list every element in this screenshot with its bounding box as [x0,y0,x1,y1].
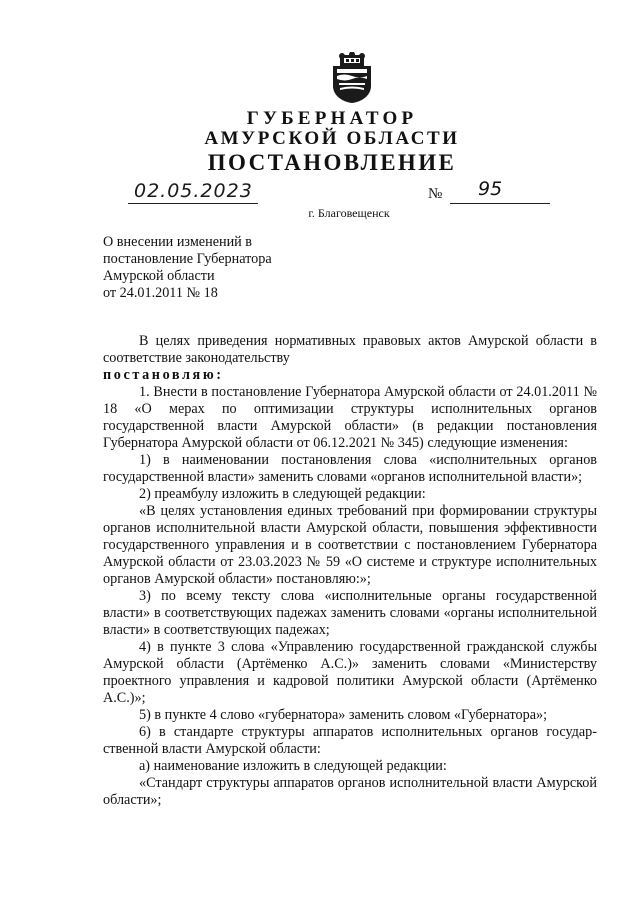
number-sign: № [428,186,443,202]
handwritten-date: 02.05.2023 [134,180,253,202]
quoted-preamble: «В целях установления единых требований при формировании структуры органов исполнительной власти Амурской области, повышения эффективности государственного управления и в соответствии с постановлением Губернатора Амурской области от 23.03.2023 № 59 «О системе и структуре исполнительных органов Амурской области» постановляю:»; [103,503,597,587]
item-1-subitem-6: 6) в стандарте структуры аппаратов исполнительных органов государ-ственной власти Амурской области: [103,724,597,757]
item-1-subitem-2: 2) преамбулу изложить в следующей редакции: [139,486,426,502]
subject-line: О внесении изменений в [103,234,253,250]
item-1-subitem-3: 3) по всему тексту слова «исполнительные органы государственной власти» в соответствующих падежах заменить словами «органы исполнительной власти» в соответствующих падежах; [103,588,597,638]
number-underline [450,203,550,204]
preamble-paragraph: В целях приведения нормативных правовых актов Амурской области в соответствие законодательству [103,333,597,366]
decree-word: постановляю: [103,367,224,383]
item-1-subitem-6a: а) наименование изложить в следующей редакции: [139,758,447,774]
document-subject [103,234,323,302]
coat-of-arms-emblem [331,52,373,104]
document-body [103,333,597,809]
item-1-subitem-4: 4) в пункте 3 слова «Управлению государственной гражданской службы Амурской области (Артёменко А.С.)» заменить словами «Министерству проектного управления и кадровой политики Амурской области (Артёменко А.С.)»; [103,639,597,706]
document-type: ПОСТАНОВЛЕНИЕ [207,150,457,175]
subject-line: Амурской области [103,268,215,284]
item-1-subitem-5: 5) в пункте 4 слово «губернатора» заменить словом «Губернатора»; [139,707,548,723]
item-1-subitem-1: 1) в наименовании постановления слова «исполнительных органов государственной власти» заменить словами «органов исполнительной власти»; [103,452,597,485]
issuer-region: АМУРСКОЙ ОБЛАСТИ [204,128,460,149]
item-1: 1. Внести в постановление Губернатора Амурской области от 24.01.2011 № 18 «О мерах по оптимизации структуры исполнительных органов государственной власти Амурской области» (в редакции постановления Губернатора Амурской области от 06.12.2021 № 345) следующие изменения: [103,384,597,451]
issuer-title: ГУБЕРНАТОР [246,108,418,129]
item-1-subitem-6a-text: «Стандарт структуры аппаратов органов исполнительной власти Амурской области»; [103,775,597,808]
subject-line: постановление Губернатора [103,251,272,267]
handwritten-number: 95 [478,178,503,200]
subject-line: от 24.01.2011 № 18 [103,285,218,301]
city-of-issue: г. Благовещенск [308,206,390,220]
date-underline [128,203,258,204]
